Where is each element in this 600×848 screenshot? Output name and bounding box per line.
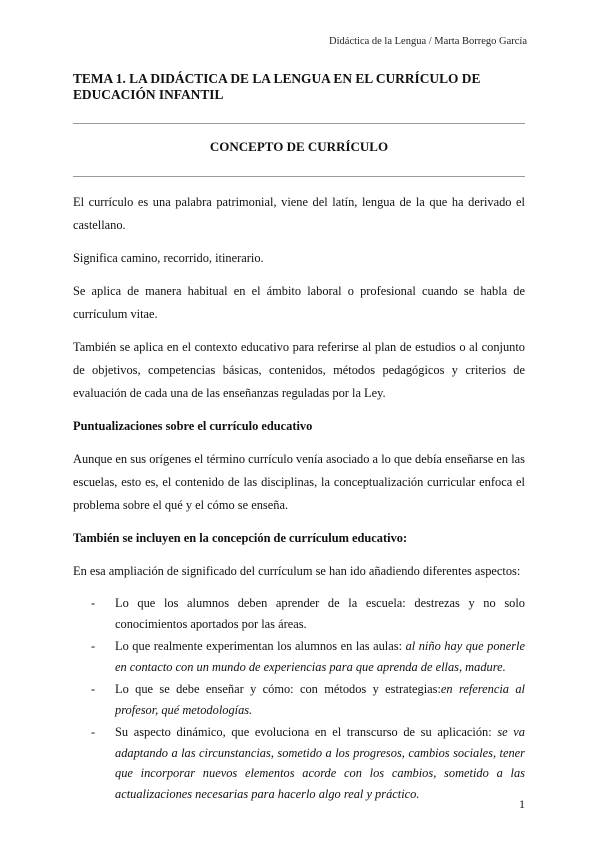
running-header: Didáctica de la Lengua / Marta Borrego García: [329, 36, 527, 47]
subheading-puntualizaciones: Puntualizaciones sobre el currículo educativo: [73, 419, 313, 433]
page-number: 1: [519, 797, 525, 811]
list-dash: -: [91, 682, 96, 696]
list-item: [73, 636, 525, 677]
list-item-text: Lo que los alumnos deben aprender de la escuela: destrezas y no solo conocimientos aportados por las áreas.: [115, 596, 525, 631]
divider-top: [73, 123, 525, 124]
section-heading: CONCEPTO DE CURRÍCULO: [209, 139, 389, 154]
list-item: [73, 722, 525, 804]
list-item: [73, 679, 525, 720]
paragraph: El currículo es una palabra patrimonial, viene del latín, lengua de la que ha derivado el castellano.: [73, 195, 525, 232]
list-dash: -: [91, 596, 96, 610]
paragraph: Aunque en sus orígenes el término currículo venía asociado a lo que debía enseñarse en las escuelas, esto es, el contenido de las disciplinas, la conceptualización curricular enfoca el problema sobre el qué y el cómo se enseña.: [73, 452, 525, 512]
paragraph: En esa ampliación de significado del currículum se han ido añadiendo diferentes aspectos:: [73, 564, 521, 578]
list-item-italic: se va adaptando a las circunstancias, sometido a los progresos, cambios sociales, tener que incorporar nuevos elementos acorde con los cambios, sometido a las actualizaciones necesarias para hacerlo algo real y práctico.: [115, 725, 525, 801]
paragraph: También se aplica en el contexto educativo para referirse al plan de estudios o al conjunto de objetivos, competencias básicas, contenidos, métodos pedagógicos y criterios de evaluación de cada una de las enseñanzas reguladas por la Ley.: [73, 340, 525, 400]
list-dash: -: [91, 639, 96, 653]
list-item-italic: al niño hay que ponerle en contacto con un mundo de experiencias para que aprenda de ellas, madure.: [115, 639, 525, 674]
list-item-text: Lo que realmente experimentan los alumnos en las aulas:: [115, 639, 406, 653]
document-body: [73, 191, 525, 806]
subheading-concepcion: También se incluyen en la concepción de currículum educativo:: [73, 531, 408, 545]
aspects-list: [73, 593, 525, 804]
document-title: TEMA 1. LA DIDÁCTICA DE LA LENGUA EN EL CURRÍCULO DE EDUCACIÓN INFANTIL: [73, 71, 481, 102]
paragraph: Se aplica de manera habitual en el ámbito laboral o profesional cuando se habla de currículum vitae.: [73, 284, 525, 321]
list-dash: -: [91, 725, 96, 739]
list-item-text: Su aspecto dinámico, que evoluciona en el transcurso de su aplicación:: [115, 725, 498, 739]
paragraph: Significa camino, recorrido, itinerario.: [73, 251, 264, 265]
list-item-text: Lo que se debe enseñar y cómo: con métodos y estrategias:: [115, 682, 441, 696]
divider-bottom: [73, 176, 525, 177]
list-item: [73, 593, 525, 634]
list-item-italic: en referencia al profesor, qué metodologías.: [115, 682, 525, 717]
